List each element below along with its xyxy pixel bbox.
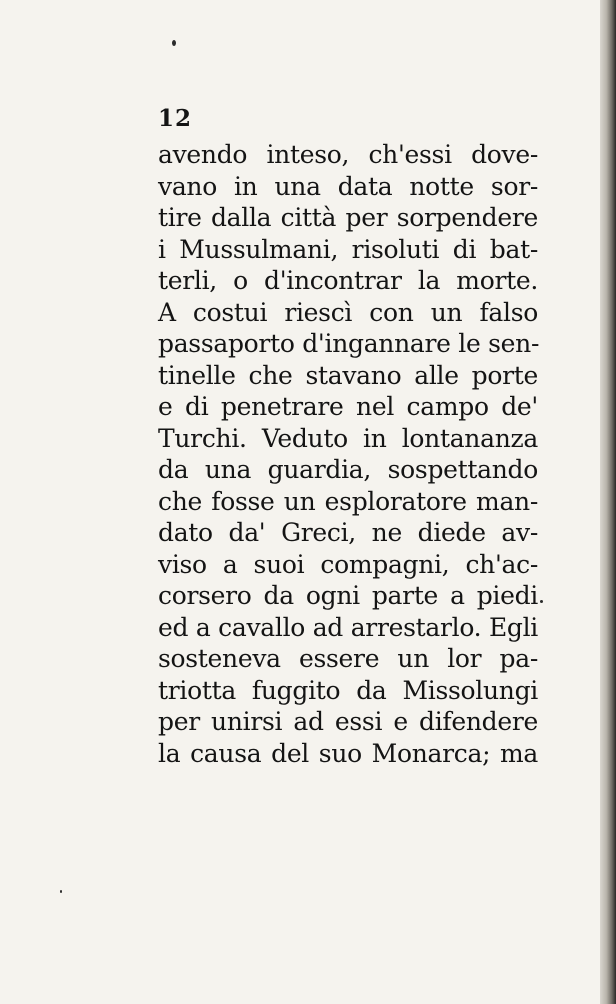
- text-line: i Mussulmani, risoluti di bat-: [158, 234, 538, 264]
- ink-speck: [172, 40, 176, 46]
- ink-speck: [60, 890, 62, 893]
- text-line: sosteneva essere un lor pa-: [158, 644, 538, 673]
- text-line: da una guardia, sospettando: [158, 455, 538, 484]
- page-edge-shadow: [600, 0, 616, 1004]
- text-line: avendo inteso, ch'essi dove-: [158, 140, 538, 169]
- text-line: viso a suoi compagni, ch'ac-: [158, 549, 538, 579]
- text-line: A costui riescì con un falso: [158, 297, 538, 327]
- text-line: passaporto d'ingannare le sen-: [158, 329, 540, 358]
- text-line: tinelle che stavano alle porte: [158, 360, 538, 390]
- page-number: 12: [158, 105, 193, 132]
- text-line: la causa del suo Monarca; ma: [158, 738, 538, 768]
- body-text: [158, 139, 538, 769]
- text-line: che fosse un esploratore man-: [158, 486, 538, 516]
- text-line: e di penetrare nel campo de': [158, 392, 538, 421]
- text-line: ed a cavallo ad arrestarlo. Egli: [158, 612, 538, 642]
- ink-speck: [540, 600, 543, 603]
- text-line: tire dalla città per sorpendere: [158, 203, 538, 232]
- text-line: terli, o d'incontrar la morte.: [158, 266, 538, 295]
- text-line: Turchi. Veduto in lontananza: [158, 423, 538, 453]
- text-line: corsero da ogni parte a piedi: [158, 581, 538, 610]
- text-line: dato da' Greci, ne diede av-: [158, 518, 538, 547]
- text-line: vano in una data notte sor-: [158, 171, 538, 201]
- text-line: per unirsi ad essi e difendere: [158, 707, 538, 736]
- text-line: triotta fuggito da Missolungi: [158, 675, 538, 705]
